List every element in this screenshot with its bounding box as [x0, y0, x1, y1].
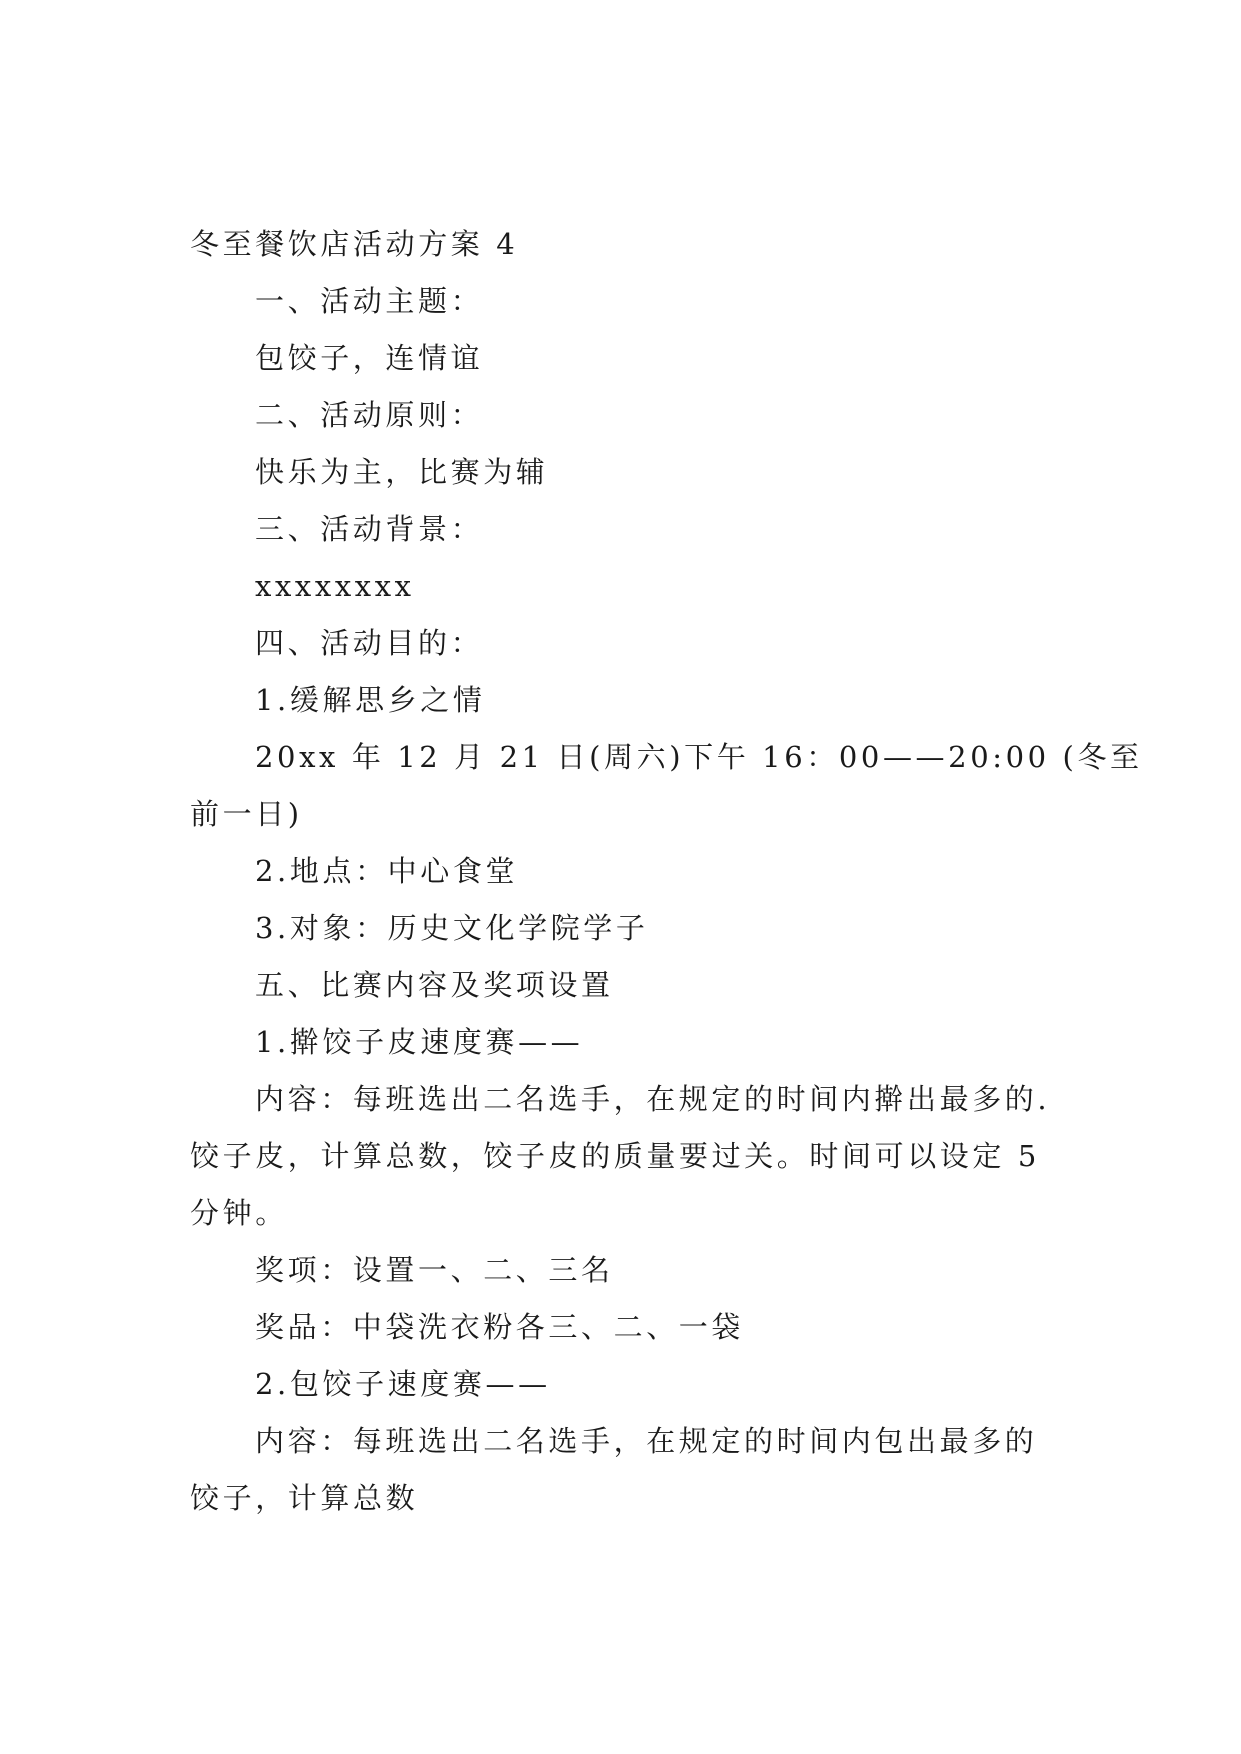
list-item-contest-2: 2.包饺子速度赛—— [255, 1367, 551, 1401]
paragraph-time: 20xx 年 12 月 21 日(周六)下午 16：00——20:00 (冬至 [255, 740, 1143, 774]
paragraph-background: xxxxxxxx [255, 569, 415, 603]
list-item-contest-1: 1.擀饺子皮速度赛—— [255, 1025, 584, 1059]
paragraph-contest-1-content-continued: 饺子皮，计算总数，饺子皮的质量要过关。时间可以设定 5 [190, 1139, 1040, 1173]
paragraph-prizes: 奖品：中袋洗衣粉各三、二、一袋 [255, 1310, 745, 1344]
section-heading-background: 三、活动背景： [255, 512, 484, 546]
document-title: 冬至餐饮店活动方案 4 [190, 227, 519, 261]
paragraph-awards: 奖项：设置一、二、三名 [255, 1253, 614, 1287]
paragraph-contest-2-content-continued: 饺子，计算总数 [190, 1481, 419, 1515]
list-item-location: 2.地点：中心食堂 [255, 854, 519, 888]
paragraph-contest-1-content-end: 分钟。 [190, 1196, 288, 1230]
section-heading-principle: 二、活动原则： [255, 398, 484, 432]
list-item-audience: 3.对象：历史文化学院学子 [255, 911, 649, 945]
paragraph-theme: 包饺子，连情谊 [255, 341, 484, 375]
list-item-purpose: 1.缓解思乡之情 [255, 683, 486, 717]
paragraph-time-continued: 前一日) [190, 797, 303, 831]
paragraph-contest-2-content: 内容：每班选出二名选手，在规定的时间内包出最多的 [255, 1424, 1038, 1458]
section-heading-contest: 五、比赛内容及奖项设置 [255, 968, 614, 1002]
section-heading-purpose: 四、活动目的： [255, 626, 484, 660]
paragraph-principle: 快乐为主，比赛为辅 [255, 455, 549, 489]
paragraph-contest-1-content: 内容：每班选出二名选手，在规定的时间内擀出最多的. [255, 1082, 1051, 1116]
section-heading-theme: 一、活动主题： [255, 284, 484, 318]
